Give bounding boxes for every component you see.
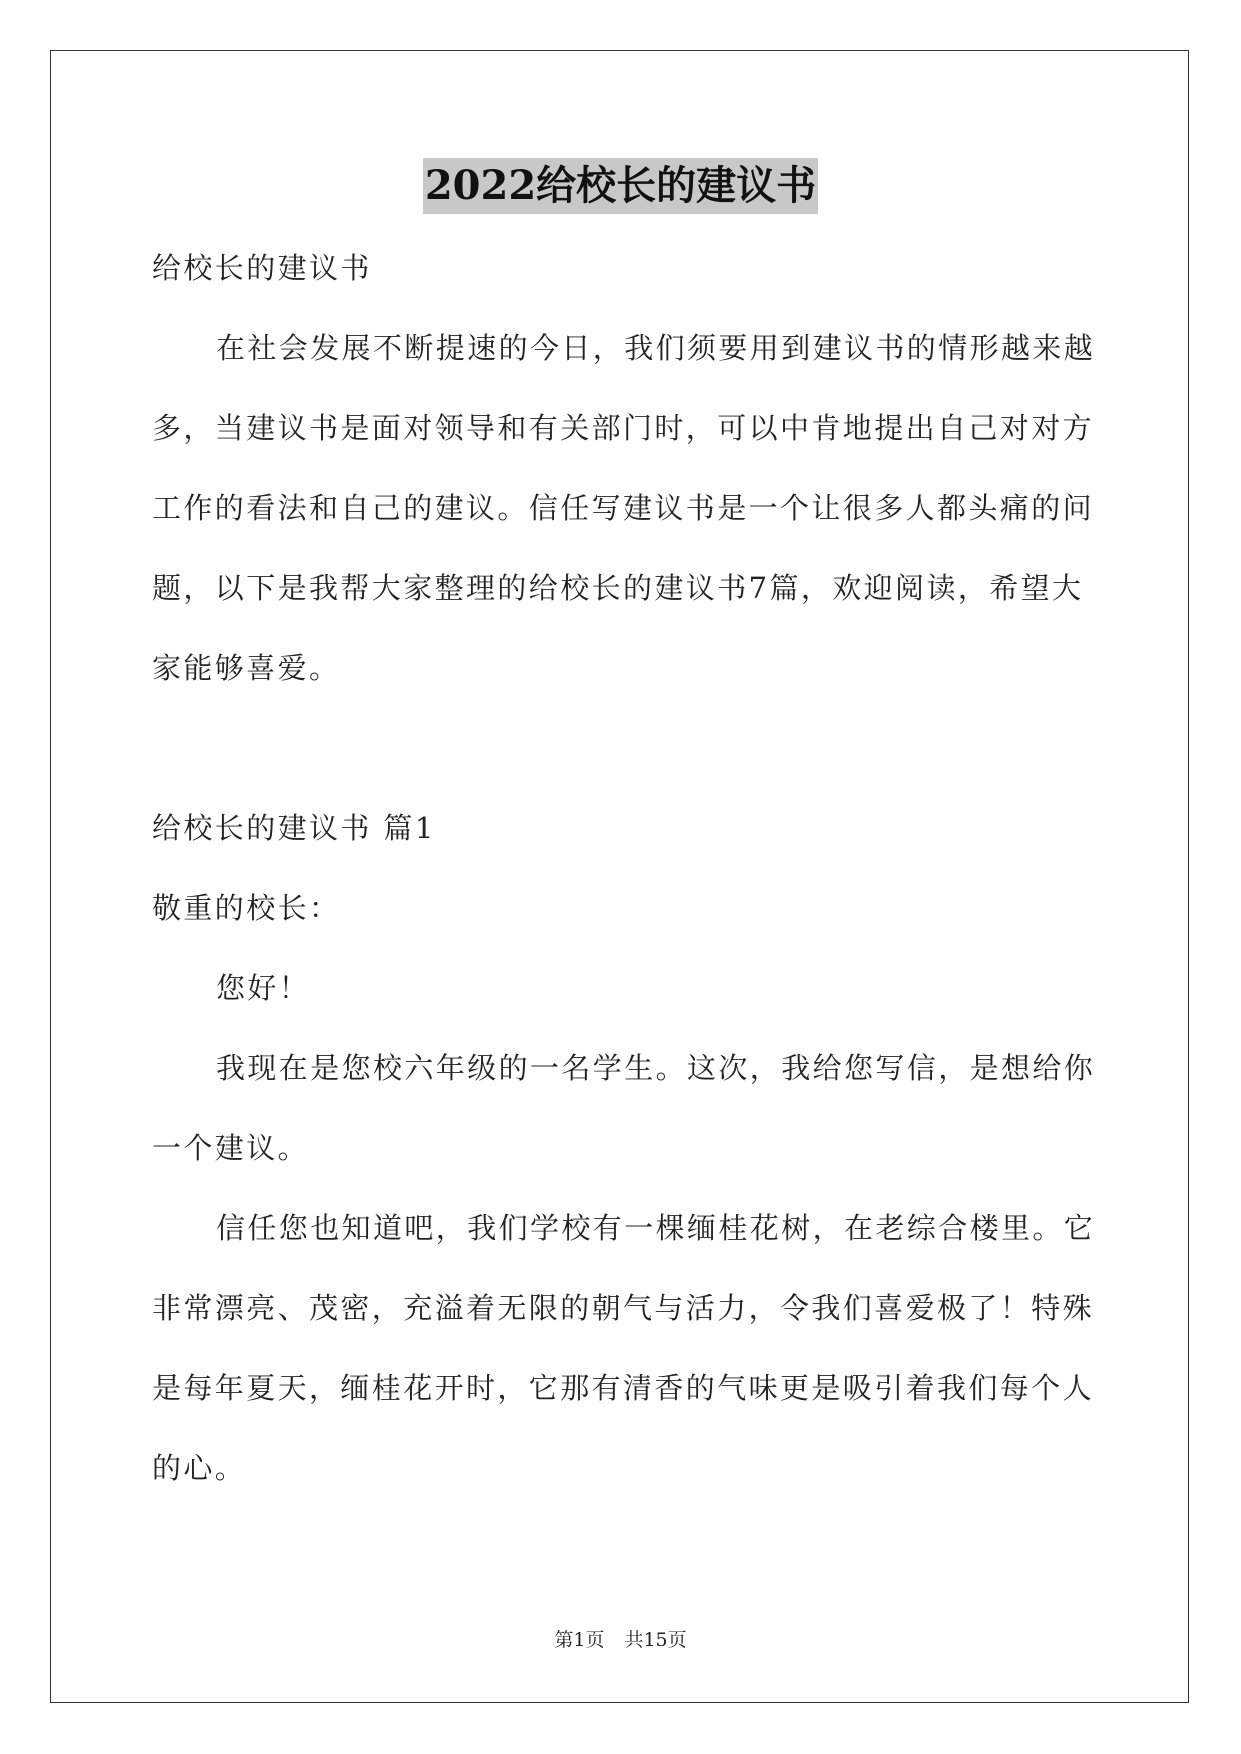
body-paragraph-line: 我现在是您校六年级的一名学生。这次，我给您写信，是想给你: [216, 1051, 1096, 1085]
section-heading: 给校长的建议书: [152, 251, 372, 285]
document-title: 2022给校长的建议书: [423, 158, 818, 214]
salutation: 敬重的校长：: [152, 891, 341, 925]
intro-paragraph-line: 工作的看法和自己的建议。信任写建议书是一个让很多人都头痛的问: [152, 491, 1095, 525]
body-paragraph-line: 一个建议。: [152, 1131, 310, 1165]
body-paragraph-line: 非常漂亮、茂密，充溢着无限的朝气与活力，令我们喜爱极了！特殊: [152, 1291, 1095, 1325]
title-container: [0, 158, 1241, 214]
article-heading: 给校长的建议书 篇1: [152, 811, 436, 845]
greeting: 您好！: [216, 971, 311, 1005]
body-paragraph-line: 是每年夏天，缅桂花开时，它那有清香的气味更是吸引着我们每个人: [152, 1371, 1095, 1405]
paragraph-gap: [152, 724, 1090, 804]
page-total: 共15页: [624, 1629, 687, 1651]
body-paragraph-line: 的心。: [152, 1451, 247, 1485]
intro-paragraph-line: 题，以下是我帮大家整理的给校长的建议书7篇，欢迎阅读，希望大: [152, 571, 1084, 605]
intro-paragraph-line: 多，当建议书是面对领导和有关部门时，可以中肯地提出自己对对方: [152, 411, 1095, 445]
body-paragraph-line: 信任您也知道吧，我们学校有一棵缅桂花树，在老综合楼里。它: [216, 1211, 1096, 1245]
page-number: 第1页: [554, 1629, 605, 1651]
intro-paragraph-line: 家能够喜爱。: [152, 651, 341, 685]
intro-paragraph-line: 在社会发展不断提速的今日，我们须要用到建议书的情形越来越: [216, 331, 1096, 365]
page-footer: [0, 1625, 1241, 1652]
document-body: [152, 244, 1096, 1524]
